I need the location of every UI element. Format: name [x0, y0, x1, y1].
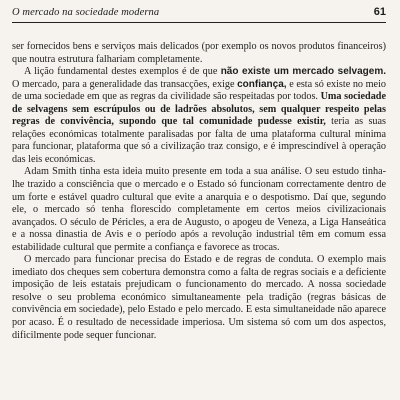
- text-run: ser fornecidos bens e serviços mais delicados (por exemplo os novos produtos financeiros) que noutra estrutura falhariam completamente.: [12, 41, 386, 65]
- running-header: [12, 6, 386, 23]
- text-run: O mercado para funcionar precisa do Estado e de regras de conduta. O exemplo mais imediato dos cheques sem cobertura demonstra como a falta de regras sociais e a deficiente imposição de leis estatais prejudicam o funcionamento do mercado. A nossa sociedade resolve o seu problema económico simultaneamente pela tradição (regras básicas de convivência em sociedade), pelo Estado e pelo mercado. E esta simultaneidade não aparece por acaso. É o resultado de necessidade imperiosa. Um sistema só com um dos aspectos, dificilmente pode sequer funcionar.: [12, 254, 386, 341]
- page-number: 61: [373, 6, 386, 18]
- emphasis-text: não existe um mercado selvagem.: [220, 66, 387, 78]
- text-run: teria as suas relações económicas totalmente paralisadas por falta de uma plataforma cultural mínima para funcionar, plataforma que só a civilização traz consigo, e é imprescindível à operação das leis económicas.: [12, 116, 386, 165]
- paragraph: [12, 254, 386, 342]
- text-run: O mercado, para a generalidade das transacções, exige: [12, 78, 238, 90]
- text-run: A lição fundamental destes exemplos é de que: [24, 66, 221, 78]
- paragraph: [12, 41, 386, 66]
- paragraph: [12, 66, 386, 166]
- text-run: Adam Smith tinha esta ideia muito presente em toda a sua análise. O seu estudo tinha-lhe trazido a consciência que o mercado e o Estado só funcionam correctamente dentro de um forte e estável quadro cultural que evite a anarquia e o despotismo. Daí que, segundo ele, o mercado só tenha florescido completamente em certos meios civilizacionais avançados. O século de Péricles, a era de Augusto, o apogeu de Veneza, a Liga Hanseática e a nossa dinastia de Avis e o período após a revolução industrial têm em comum essa estabilidade cultural que permite a confiança e favorece as trocas.: [12, 166, 386, 253]
- text-run: e esta só existe no meio de uma sociedade em que as regras da civilidade são respeitadas por todos.: [12, 78, 386, 103]
- body-text: [12, 41, 386, 342]
- running-head-title: O mercado na sociedade moderna: [12, 7, 160, 18]
- emphasis-text: Uma sociedade de selvagens sem escrúpulos ou de ladrões absolutos, sem qualquer respeito pelas regras de convivência, supondo que tal comunidade pudesse existir,: [12, 91, 386, 128]
- emphasis-text: confiança,: [237, 78, 287, 90]
- paragraph: [12, 166, 386, 254]
